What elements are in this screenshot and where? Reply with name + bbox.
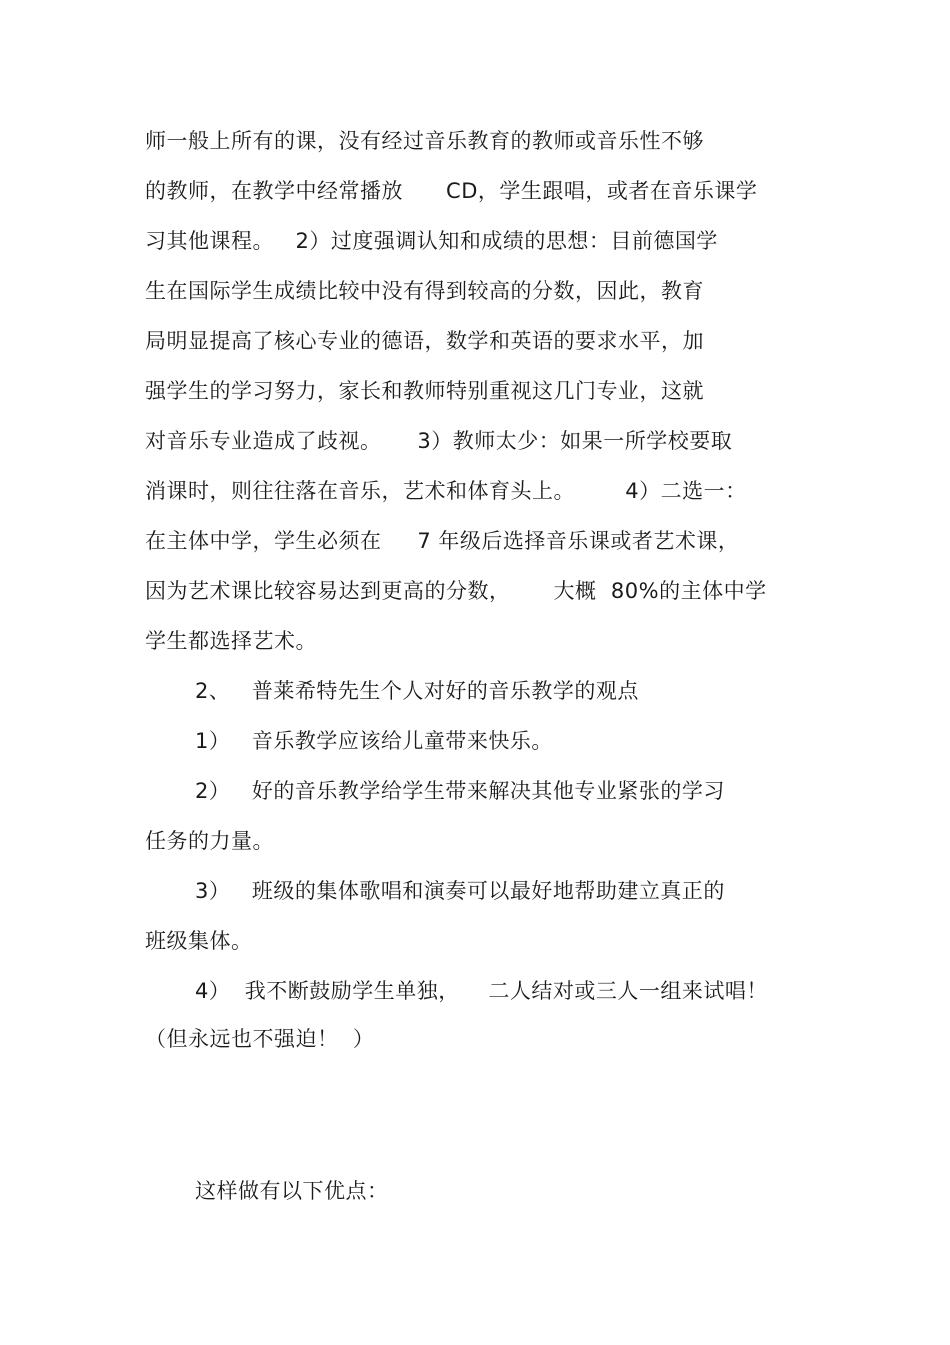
list-item-1: 1） 音乐教学应该给儿童带来快乐。 <box>195 729 553 753</box>
list-item-2-continued: 任务的力量。 <box>145 829 274 853</box>
list-item-4-continued: （但永远也不强迫！ ） <box>145 1027 375 1051</box>
paragraph-line-1: 师一般上所有的课，没有经过音乐教育的教师或音乐性不够 <box>145 129 704 153</box>
paragraph-line-10: 因为艺术课比较容易达到更高的分数， 大概 80%的主体中学 <box>145 579 767 603</box>
list-item-4: 4） 我不断鼓励学生单独， 二人结对或三人一组来试唱！ <box>195 979 768 1003</box>
list-item-2: 2） 好的音乐教学给学生带来解决其他专业紧张的学习 <box>195 779 725 803</box>
list-item-3-continued: 班级集体。 <box>145 929 253 953</box>
list-item-3: 3） 班级的集体歌唱和演奏可以最好地帮助建立真正的 <box>195 879 725 903</box>
paragraph-line-8: 消课时，则往往落在音乐，艺术和体育头上。 4）二选一： <box>145 479 747 503</box>
paragraph-line-9: 在主体中学，学生必须在 7 年级后选择音乐课或者艺术课， <box>145 529 740 553</box>
paragraph-line-6: 强学生的学习努力，家长和教师特别重视这几门专业，这就 <box>145 379 704 403</box>
paragraph-line-2: 的教师，在教学中经常播放 CD，学生跟唱，或者在音乐课学 <box>145 179 758 203</box>
advantages-intro: 这样做有以下优点： <box>195 1179 389 1203</box>
paragraph-line-11: 学生都选择艺术。 <box>145 629 317 653</box>
section-heading: 2、 普莱希特先生个人对好的音乐教学的观点 <box>195 679 639 703</box>
paragraph-line-3: 习其他课程。 2）过度强调认知和成绩的思想：目前德国学 <box>145 229 718 253</box>
paragraph-line-7: 对音乐专业造成了歧视。 3）教师太少：如果一所学校要取 <box>145 429 733 453</box>
paragraph-line-4: 生在国际学生成绩比较中没有得到较高的分数，因此，教育 <box>145 279 704 303</box>
paragraph-line-5: 局明显提高了核心专业的德语，数学和英语的要求水平，加 <box>145 329 704 353</box>
